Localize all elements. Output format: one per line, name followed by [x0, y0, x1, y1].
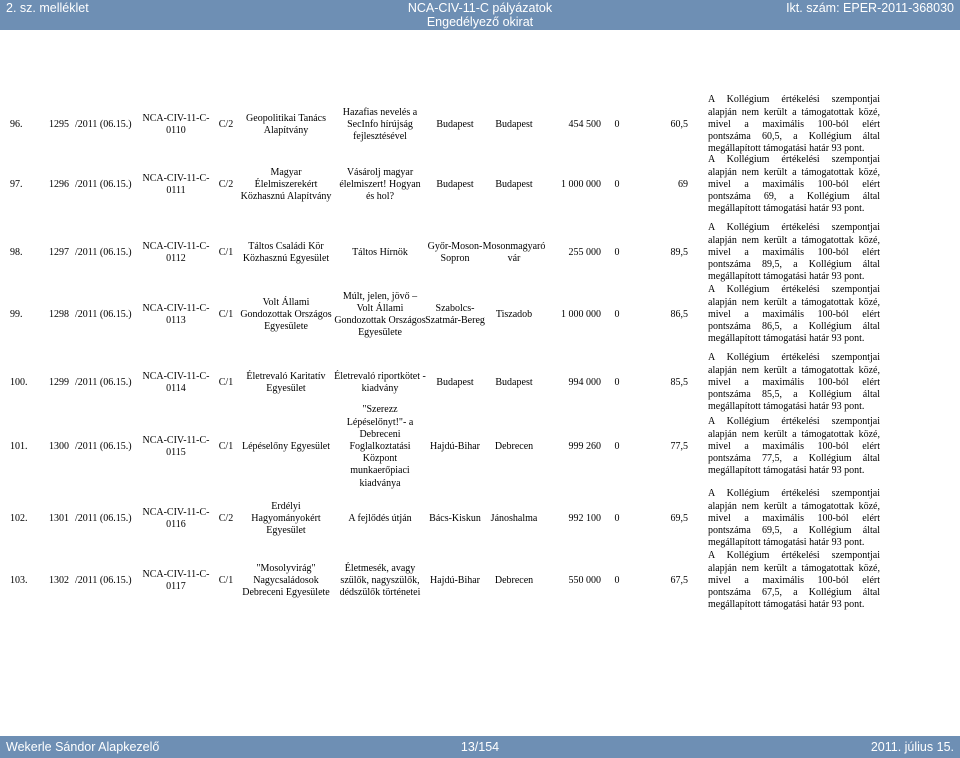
- header-reference: Ikt. szám: EPER-2011-368030: [786, 1, 954, 15]
- cell-text: 60,5: [670, 118, 688, 130]
- cell-text: C/2: [218, 118, 234, 130]
- cell-cat: [213, 220, 239, 286]
- cell-reg-date: [75, 282, 143, 348]
- cell-project: [334, 548, 426, 614]
- cell-text: 101.: [10, 440, 28, 452]
- cell-text: 0: [614, 118, 620, 130]
- cell-reg-no: [46, 486, 72, 552]
- cell-text: 454 500: [568, 118, 601, 130]
- cell-code: [142, 220, 210, 286]
- cell-score: [632, 282, 688, 348]
- cell-amount: [545, 92, 601, 158]
- cell-amount: [545, 220, 601, 286]
- cell-text: Jánoshalma: [490, 512, 538, 524]
- cell-code: [142, 548, 210, 614]
- cell-cat: [213, 152, 239, 218]
- cell-cat: [213, 350, 239, 416]
- footer-date: 2011. július 15.: [870, 740, 954, 754]
- cell-reg-date: [75, 486, 143, 552]
- cell-text: 0: [614, 246, 620, 258]
- cell-text: Budapest: [495, 118, 533, 130]
- cell-text: 255 000: [568, 246, 601, 258]
- cell-text: A Kollégium értékelési szempontjai alapján nem került a támogatottak közé, mivel a maximális 100-ból elért pontszáma 69,5, a Kollégium által megállapított támogatási határ 93 pont.: [708, 488, 880, 549]
- cell-text: 1299: [49, 376, 69, 388]
- cell-reg-date: [75, 220, 143, 286]
- cell-reg-date: [75, 92, 143, 158]
- cell-cat: [213, 414, 239, 480]
- cell-text: 102.: [10, 512, 28, 524]
- cell-text: C/1: [218, 246, 234, 258]
- cell-score: [632, 486, 688, 552]
- cell-reg-date: [75, 350, 143, 416]
- cell-org: [240, 548, 332, 614]
- cell-text: 99.: [10, 308, 23, 320]
- cell-text: 85,5: [670, 376, 688, 388]
- cell-text: Mosonmagyaró vár: [482, 240, 546, 264]
- cell-city: [484, 282, 544, 348]
- cell-county: [425, 486, 485, 552]
- cell-text: "Szerezz Lépéselőnyt!"- a Debreceni Foglalkoztatási Központ munkaerőpiaci kiadványa: [346, 404, 414, 489]
- cell-text: 1295: [49, 118, 69, 130]
- cell-text: Hajdú-Bihar: [430, 574, 480, 586]
- cell-text: Életrevaló Karitatív Egyesület: [246, 370, 326, 394]
- cell-text: 69,5: [670, 512, 688, 524]
- cell-text: /2011 (06.15.): [75, 178, 132, 190]
- page-footer: [0, 736, 960, 758]
- cell-num: [10, 350, 38, 416]
- cell-project: [334, 152, 426, 218]
- cell-zero: [602, 282, 632, 348]
- cell-note: [708, 486, 880, 552]
- cell-org: [240, 486, 332, 552]
- cell-note: [708, 414, 880, 480]
- cell-text: 0: [614, 512, 620, 524]
- cell-zero: [602, 548, 632, 614]
- cell-text: Vásárolj magyar élelmiszert! Hogyan és hol?: [339, 166, 421, 203]
- table-row: [0, 92, 960, 158]
- cell-text: /2011 (06.15.): [75, 246, 132, 258]
- cell-text: 1302: [49, 574, 69, 586]
- cell-text: C/1: [218, 376, 234, 388]
- cell-text: C/1: [218, 574, 234, 586]
- cell-text: NCA-CIV-11-C-0114: [142, 370, 210, 394]
- cell-text: 67,5: [670, 574, 688, 586]
- cell-text: NCA-CIV-11-C-0112: [142, 240, 210, 264]
- cell-text: 1 000 000: [561, 178, 601, 190]
- cell-org: [240, 350, 332, 416]
- cell-code: [142, 92, 210, 158]
- cell-text: Tiszadob: [495, 308, 533, 320]
- cell-text: 1 000 000: [561, 308, 601, 320]
- cell-score: [632, 548, 688, 614]
- cell-num: [10, 548, 38, 614]
- cell-text: A fejlődés útján: [348, 512, 412, 524]
- cell-text: Hajdú-Bihar: [430, 440, 480, 452]
- cell-amount: [545, 152, 601, 218]
- cell-zero: [602, 350, 632, 416]
- cell-text: Geopolitikai Tanács Alapítvány: [246, 112, 326, 136]
- cell-text: 550 000: [568, 574, 601, 586]
- cell-county: [425, 220, 485, 286]
- table-row: [0, 548, 960, 614]
- cell-reg-date: [75, 548, 143, 614]
- cell-text: A Kollégium értékelési szempontjai alapján nem került a támogatottak közé, mivel a maximális 100-ból elért pontszáma 86,5, a Kollégium által megállapított támogatási határ 93 pont.: [708, 284, 880, 345]
- cell-text: /2011 (06.15.): [75, 512, 132, 524]
- cell-reg-date: [75, 152, 143, 218]
- cell-zero: [602, 92, 632, 158]
- page-number: 13/154: [460, 740, 500, 754]
- cell-project: [334, 282, 426, 348]
- cell-org: [240, 152, 332, 218]
- cell-text: NCA-CIV-11-C-0117: [142, 568, 210, 592]
- table-row: [0, 282, 960, 348]
- cell-text: A Kollégium értékelési szempontjai alapján nem került a támogatottak közé, mivel a maximális 100-ból elért pontszáma 69, a Kollégium által megállapított támogatási határ 93 pont.: [708, 154, 880, 215]
- cell-num: [10, 152, 38, 218]
- cell-text: NCA-CIV-11-C-0115: [142, 434, 210, 458]
- cell-text: Táltos Hírnök: [352, 246, 408, 258]
- cell-code: [142, 486, 210, 552]
- cell-text: /2011 (06.15.): [75, 308, 132, 320]
- cell-city: [484, 350, 544, 416]
- cell-project: [334, 220, 426, 286]
- cell-note: [708, 220, 880, 286]
- cell-city: [484, 92, 544, 158]
- cell-code: [142, 152, 210, 218]
- cell-text: 86,5: [670, 308, 688, 320]
- cell-project: [334, 92, 426, 158]
- cell-text: 69: [678, 178, 688, 190]
- cell-reg-no: [46, 350, 72, 416]
- cell-text: 0: [614, 440, 620, 452]
- cell-text: 1300: [49, 440, 69, 452]
- table-row: [0, 152, 960, 218]
- cell-cat: [213, 282, 239, 348]
- cell-amount: [545, 282, 601, 348]
- cell-text: "Mosolyvirág" Nagycsaládosok Debreceni Egyesülete: [242, 562, 330, 599]
- cell-note: [708, 350, 880, 416]
- table-row: [0, 404, 960, 489]
- cell-text: A Kollégium értékelési szempontjai alapján nem került a támogatottak közé, mivel a maximális 100-ból elért pontszáma 67,5, a Kollégium által megállapított támogatási határ 93 pont.: [708, 550, 880, 611]
- cell-zero: [602, 414, 632, 480]
- cell-county: [425, 548, 485, 614]
- cell-amount: [545, 486, 601, 552]
- cell-text: Lépéselőny Egyesület: [241, 440, 331, 452]
- cell-text: NCA-CIV-11-C-0110: [142, 112, 210, 136]
- cell-text: C/2: [218, 178, 234, 190]
- cell-text: Debrecen: [494, 440, 534, 452]
- cell-score: [632, 92, 688, 158]
- cell-county: [425, 152, 485, 218]
- cell-text: /2011 (06.15.): [75, 574, 132, 586]
- cell-text: C/1: [218, 308, 234, 320]
- cell-city: [484, 414, 544, 480]
- cell-zero: [602, 152, 632, 218]
- cell-county: [425, 414, 485, 480]
- cell-text: /2011 (06.15.): [75, 118, 132, 130]
- cell-org: [240, 92, 332, 158]
- cell-org: [240, 414, 332, 480]
- cell-text: 89,5: [670, 246, 688, 258]
- cell-amount: [545, 548, 601, 614]
- cell-text: NCA-CIV-11-C-0111: [142, 172, 210, 196]
- cell-text: Szabolcs-Szatmár-Bereg: [425, 302, 485, 326]
- table-row: [0, 486, 960, 552]
- cell-score: [632, 220, 688, 286]
- cell-text: Budapest: [495, 376, 533, 388]
- cell-score: [632, 350, 688, 416]
- cell-text: 100.: [10, 376, 28, 388]
- cell-amount: [545, 414, 601, 480]
- cell-project: [334, 486, 426, 552]
- cell-note: [708, 282, 880, 348]
- cell-reg-no: [46, 548, 72, 614]
- cell-text: Bács-Kiskun: [429, 512, 481, 524]
- cell-text: /2011 (06.15.): [75, 376, 132, 388]
- cell-text: 0: [614, 376, 620, 388]
- cell-text: 0: [614, 308, 620, 320]
- cell-county: [425, 350, 485, 416]
- footer-left: Wekerle Sándor Alapkezelő: [6, 740, 160, 754]
- table-row: [0, 350, 960, 416]
- cell-text: Budapest: [436, 118, 474, 130]
- cell-num: [10, 414, 38, 480]
- cell-text: 96.: [10, 118, 23, 130]
- cell-text: 1297: [49, 246, 69, 258]
- cell-text: A Kollégium értékelési szempontjai alapján nem került a támogatottak közé, mivel a maximális 100-ból elért pontszáma 85,5, a Kollégium által megállapított támogatási határ 93 pont.: [708, 352, 880, 413]
- cell-text: 103.: [10, 574, 28, 586]
- cell-text: 98.: [10, 246, 23, 258]
- cell-note: [708, 548, 880, 614]
- cell-text: Magyar Élelmiszerekért Közhasznú Alapítvány: [240, 166, 332, 203]
- cell-text: A Kollégium értékelési szempontjai alapján nem került a támogatottak közé, mivel a maximális 100-ból elért pontszáma 89,5, a Kollégium által megállapított támogatási határ 93 pont.: [708, 222, 880, 283]
- cell-cat: [213, 92, 239, 158]
- cell-text: 999 260: [568, 440, 601, 452]
- cell-city: [484, 548, 544, 614]
- cell-text: 1298: [49, 308, 69, 320]
- cell-reg-no: [46, 414, 72, 480]
- cell-score: [632, 414, 688, 480]
- cell-reg-no: [46, 282, 72, 348]
- cell-text: 0: [614, 178, 620, 190]
- cell-county: [425, 282, 485, 348]
- cell-note: [708, 92, 880, 158]
- cell-city: [484, 486, 544, 552]
- cell-code: [142, 350, 210, 416]
- cell-text: 77,5: [670, 440, 688, 452]
- cell-text: 1301: [49, 512, 69, 524]
- cell-note: [708, 152, 880, 218]
- cell-text: Volt Állami Gondozottak Országos Egyesülete: [240, 296, 332, 333]
- cell-city: [484, 152, 544, 218]
- cell-zero: [602, 486, 632, 552]
- cell-reg-date: [75, 414, 143, 480]
- cell-text: 994 000: [568, 376, 601, 388]
- cell-text: 992 100: [568, 512, 601, 524]
- header-left: 2. sz. melléklet: [6, 1, 89, 15]
- cell-score: [632, 152, 688, 218]
- cell-text: Múlt, jelen, jövő – Volt Állami Gondozottak Országos Egyesülete: [334, 290, 426, 339]
- cell-amount: [545, 350, 601, 416]
- cell-text: Életrevaló riportkötet - kiadvány: [334, 370, 426, 394]
- cell-num: [10, 282, 38, 348]
- header-title: NCA-CIV-11-C pályázatok: [407, 1, 553, 15]
- cell-text: Hazafias nevelés a SecInfo hírújság fejlesztésével: [342, 106, 418, 143]
- cell-text: Budapest: [436, 178, 474, 190]
- cell-org: [240, 220, 332, 286]
- cell-num: [10, 486, 38, 552]
- cell-text: Debrecen: [494, 574, 534, 586]
- cell-num: [10, 92, 38, 158]
- cell-text: Budapest: [436, 376, 474, 388]
- cell-text: 1296: [49, 178, 69, 190]
- cell-text: /2011 (06.15.): [75, 440, 132, 452]
- cell-reg-no: [46, 92, 72, 158]
- cell-county: [425, 92, 485, 158]
- cell-text: A Kollégium értékelési szempontjai alapján nem került a támogatottak közé, mivel a maximális 100-ból elért pontszáma 60,5, a Kollégium által megállapított támogatási határ 93 pont.: [708, 94, 880, 155]
- header-subtitle: Engedélyező okirat: [426, 15, 534, 29]
- cell-reg-no: [46, 220, 72, 286]
- cell-zero: [602, 220, 632, 286]
- cell-cat: [213, 548, 239, 614]
- cell-code: [142, 414, 210, 480]
- cell-text: NCA-CIV-11-C-0113: [142, 302, 210, 326]
- cell-text: C/1: [218, 440, 234, 452]
- cell-text: Erdélyi Hagyományokért Egyesület: [251, 500, 321, 537]
- table-row: [0, 220, 960, 286]
- page-header: [0, 0, 960, 30]
- cell-text: C/2: [218, 512, 234, 524]
- cell-text: 97.: [10, 178, 23, 190]
- cell-text: Győr-Moson-Sopron: [427, 240, 483, 264]
- cell-text: Életmesék, avagy szülők, nagyszülők, dédszülők történetei: [339, 562, 421, 599]
- cell-text: Budapest: [495, 178, 533, 190]
- cell-text: A Kollégium értékelési szempontjai alapján nem került a támogatottak közé, mivel a maximális 100-ból elért pontszáma 77,5, a Kollégium által megállapított támogatási határ 93 pont.: [708, 416, 880, 477]
- cell-text: NCA-CIV-11-C-0116: [142, 506, 210, 530]
- cell-code: [142, 282, 210, 348]
- cell-text: Táltos Családi Kör Közhasznú Egyesület: [242, 240, 330, 264]
- cell-project: [334, 404, 426, 489]
- cell-city: [484, 220, 544, 286]
- cell-reg-no: [46, 152, 72, 218]
- cell-cat: [213, 486, 239, 552]
- cell-org: [240, 282, 332, 348]
- cell-num: [10, 220, 38, 286]
- cell-text: 0: [614, 574, 620, 586]
